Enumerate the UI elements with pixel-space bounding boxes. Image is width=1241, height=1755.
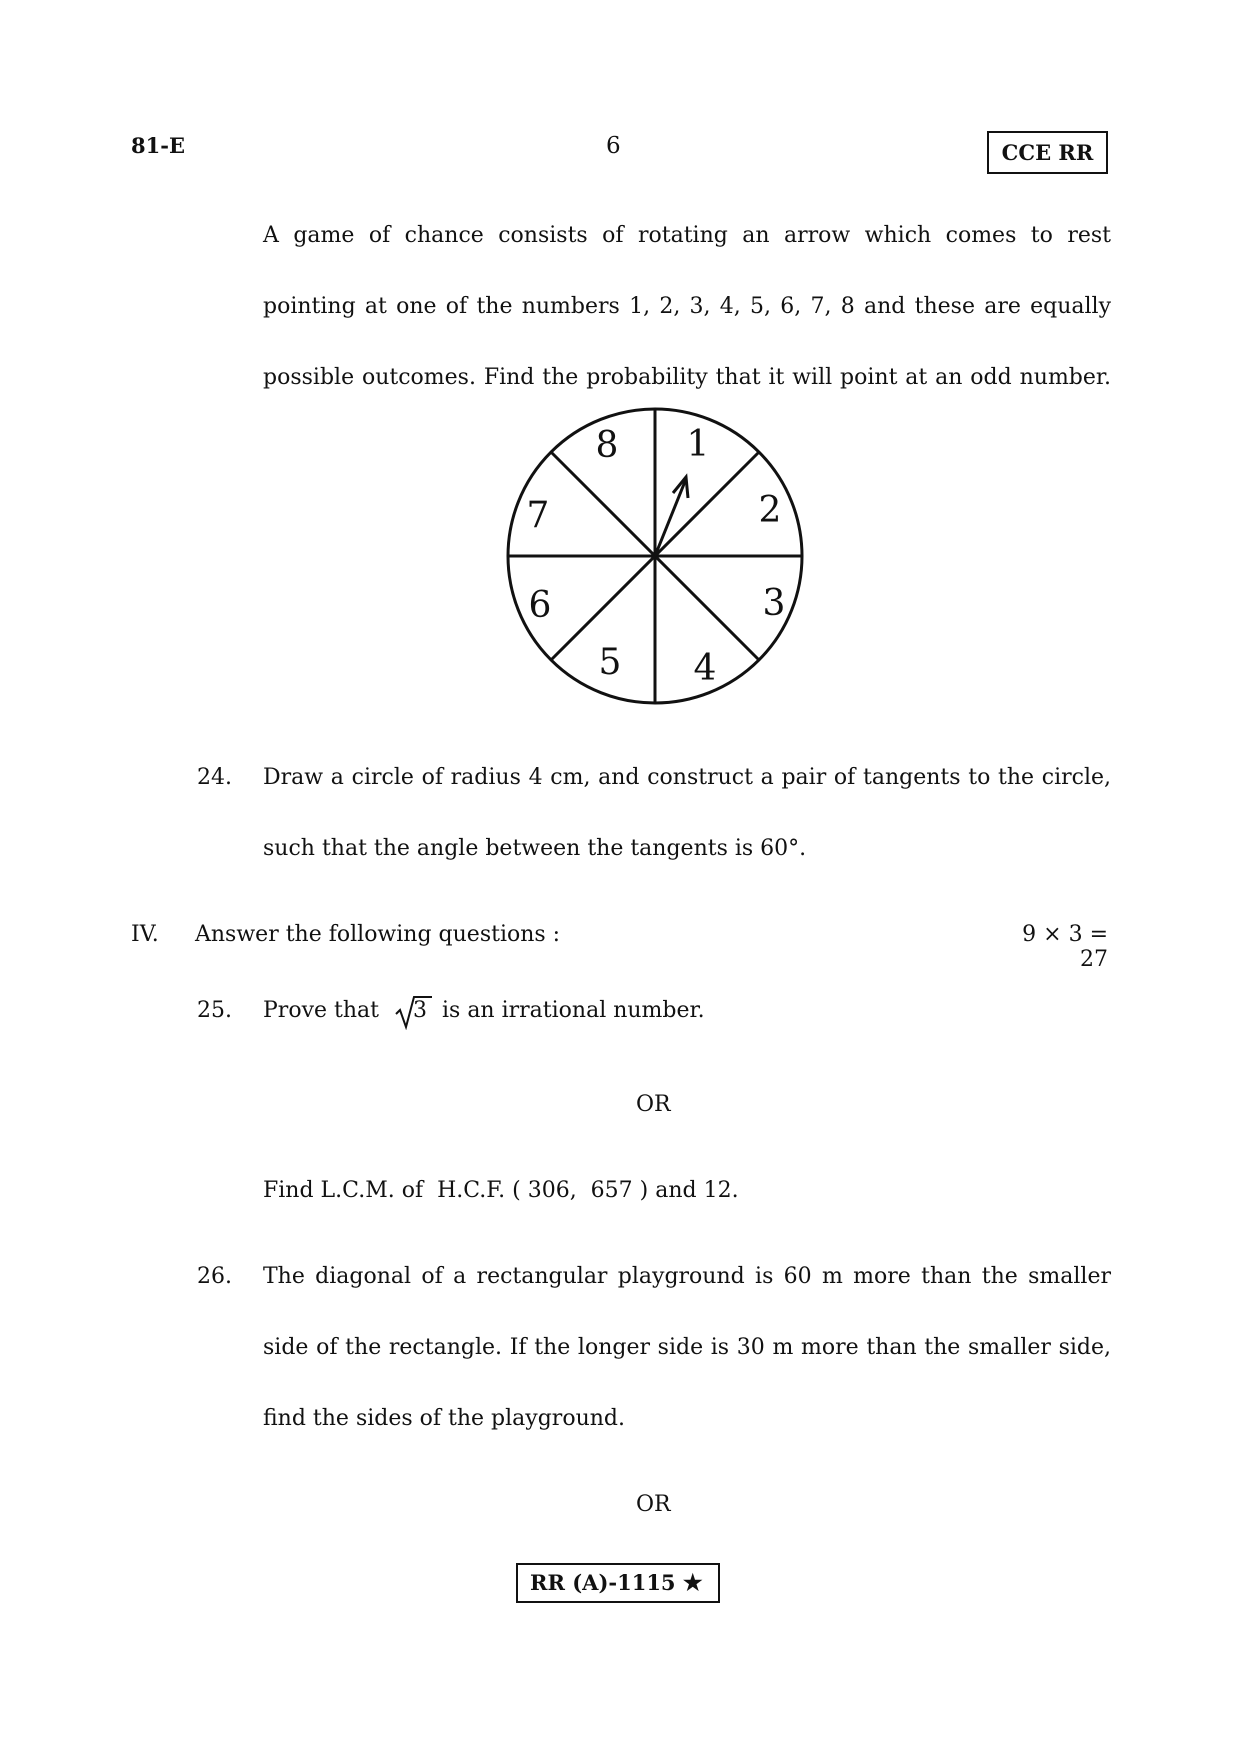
q26-number: 26. xyxy=(197,1264,232,1289)
page-number: 6 xyxy=(606,133,621,159)
section-numeral: IV. xyxy=(131,922,159,947)
q23-line-1: A game of chance consists of rotating an arrow which comes to rest xyxy=(263,223,1111,248)
q25-prefix: Prove that xyxy=(263,998,379,1023)
section-heading: Answer the following questions : xyxy=(195,922,561,947)
q25-suffix: is an irrational number. xyxy=(442,998,705,1023)
section-marks: 9 × 3 = 27 xyxy=(1022,922,1108,972)
footer-code: RR (A)-1115 xyxy=(530,1570,676,1595)
q26-or: OR xyxy=(636,1492,671,1517)
sector-label-3: 3 xyxy=(762,583,786,624)
q24-number: 24. xyxy=(197,765,232,790)
spinner-arrow xyxy=(655,479,686,556)
paper-code: 81-E xyxy=(131,133,185,158)
sector-label-2: 2 xyxy=(758,490,782,531)
footer-code-box xyxy=(516,1563,720,1603)
sector-label-7: 7 xyxy=(526,495,550,536)
q25-or: OR xyxy=(636,1092,671,1117)
q25-number: 25. xyxy=(197,998,232,1023)
star-icon: ★ xyxy=(682,1570,703,1596)
sector-label-6: 6 xyxy=(528,585,552,626)
spinner-diagram xyxy=(500,405,810,711)
q24-line-2: such that the angle between the tangents is 60°. xyxy=(263,836,807,861)
sector-label-1: 1 xyxy=(686,424,710,465)
q26-line-3: find the sides of the playground. xyxy=(263,1406,625,1431)
cce-rr-badge: CCE RR xyxy=(987,131,1108,174)
q26-line-1: The diagonal of a rectangular playground is 60 m more than the smaller xyxy=(263,1264,1111,1289)
q24-line-1: Draw a circle of radius 4 cm, and construct a pair of tangents to the circle, xyxy=(263,765,1111,790)
q23-line-2: pointing at one of the numbers 1, 2, 3, 4, 5, 6, 7, 8 and these are equally xyxy=(263,294,1111,319)
q23-line-3: possible outcomes. Find the probability that it will point at an odd number. xyxy=(263,365,1111,390)
q25-radicand: 3 xyxy=(413,998,427,1023)
q25-alternative: Find L.C.M. of H.C.F. ( 306, 657 ) and 12. xyxy=(263,1178,739,1203)
q26-line-2: side of the rectangle. If the longer side is 30 m more than the smaller side, xyxy=(263,1335,1111,1360)
sector-label-4: 4 xyxy=(693,648,717,689)
sector-label-8: 8 xyxy=(595,425,619,466)
sector-label-5: 5 xyxy=(598,642,622,683)
